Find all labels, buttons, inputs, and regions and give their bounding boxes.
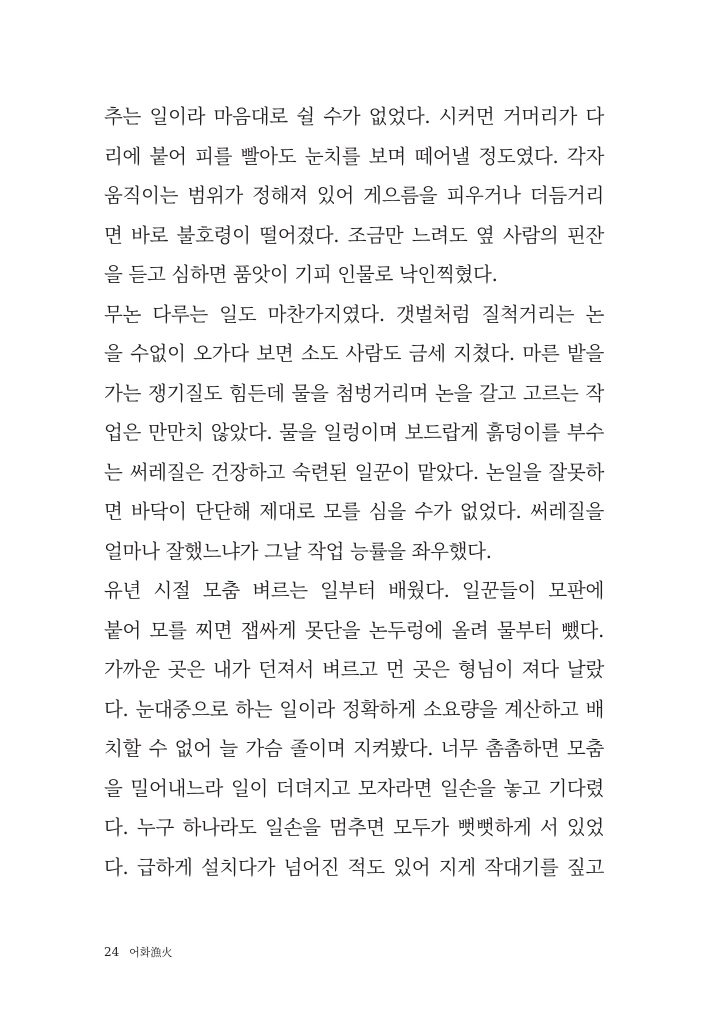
text-line: 리에 붙어 피를 빨아도 눈치를 보며 떼어낼 정도였다. 각자	[104, 144, 604, 168]
text-line: 다. 눈대중으로 하는 일이라 정확하게 소요량을 계산하고 배	[104, 697, 604, 721]
body-text	[104, 97, 604, 887]
text-line: 유년 시절 모춤 벼르는 일부터 배웠다. 일꾼들이 모판에	[104, 579, 604, 602]
text-line: 가는 쟁기질도 힘든데 물을 첨벙거리며 논을 갈고 고르는 작	[104, 381, 604, 405]
text-line: 움직이는 범위가 정해져 있어 게으름을 피우거나 더듬거리	[104, 184, 604, 207]
running-title: 어화漁火	[129, 946, 173, 959]
text-line: 추는 일이라 마음대로 쉴 수가 없었다. 시커먼 거머리가 다	[104, 105, 604, 128]
text-line: 업은 만만치 않았다. 물을 일렁이며 보드랍게 흙덩이를 부수	[104, 421, 604, 444]
text-line: 다. 누구 하나라도 일손을 멈추면 모두가 뻣뻣하게 서 있었	[104, 816, 604, 839]
page-footer	[104, 944, 172, 961]
text-line: 면 바닥이 단단해 제대로 모를 심을 수가 없었다. 써레질을	[104, 500, 604, 523]
text-line: 치할 수 없어 늘 가슴 졸이며 지켜봤다. 너무 촘촘하면 모춤	[104, 737, 604, 760]
text-line: 는 써레질은 건장하고 숙련된 일꾼이 맡았다. 논일을 잘못하	[104, 460, 604, 484]
page-number: 24	[104, 945, 120, 959]
text-line: 얼마나 잘했느냐가 그날 작업 능률을 좌우했다.	[104, 539, 492, 563]
text-line: 가까운 곳은 내가 던져서 벼르고 먼 곳은 형님이 져다 날랐	[104, 658, 604, 681]
text-line: 무논 다루는 일도 마찬가지였다. 갯벌처럼 질척거리는 논	[104, 302, 604, 326]
text-line: 을 듣고 심하면 품앗이 기피 인물로 낙인찍혔다.	[104, 263, 498, 286]
text-line: 을 밀어내느라 일이 더뎌지고 모자라면 일손을 놓고 기다렸	[104, 776, 604, 800]
text-line: 면 바로 불호령이 떨어졌다. 조금만 느려도 옆 사람의 핀잔	[104, 223, 604, 247]
text-line: 다. 급하게 설치다가 넘어진 적도 있어 지게 작대기를 짚고	[104, 855, 604, 879]
text-line: 붙어 모를 찌면 잽싸게 못단을 논두렁에 올려 물부터 뺐다.	[104, 618, 604, 642]
text-line: 을 수없이 오가다 보면 소도 사람도 금세 지쳤다. 마른 밭을	[104, 342, 604, 365]
